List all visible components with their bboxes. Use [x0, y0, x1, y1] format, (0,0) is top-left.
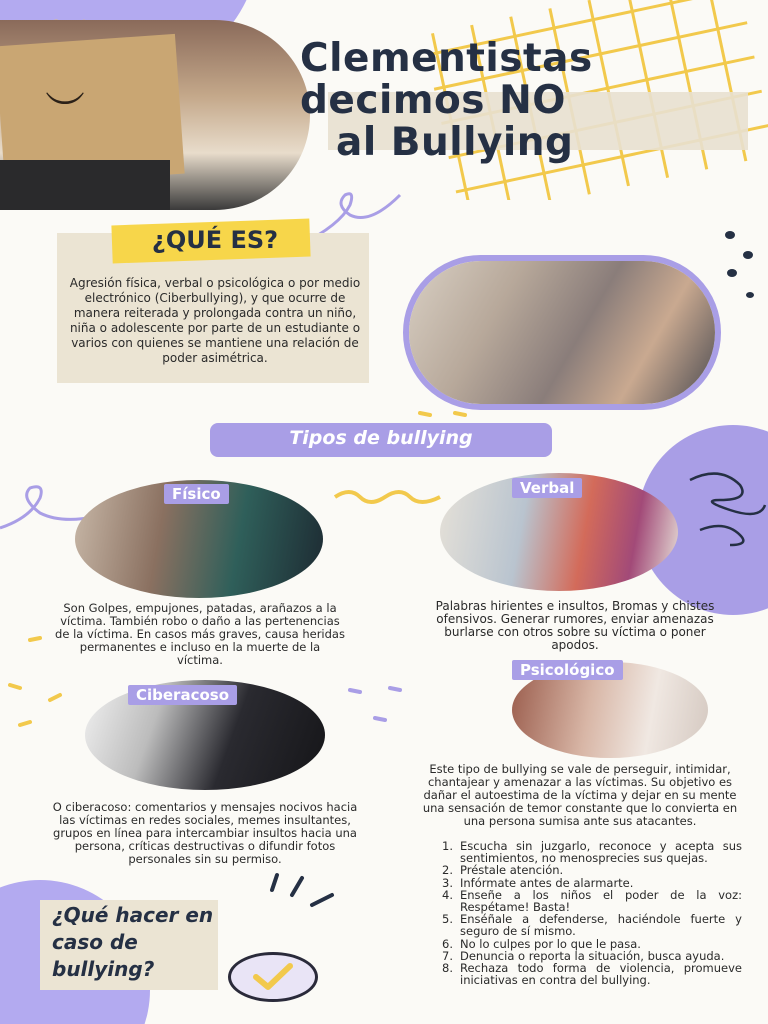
que-es-definition: Agresión física, verbal o psicológica o por medio electrónico (Ciberbullying), y que ocurre de manera reiterada y prolongada contra un niño, niña o adolescente por parte de un estudiante o varios con quienes se mantiene una relación de poder asimétrica.: [69, 276, 361, 365]
purple-dashes-decoration: [340, 680, 420, 730]
ciberacoso-description: O ciberacoso: comentarios y mensajes nocivos hacia las víctimas en redes sociales, memes insultantes, grupos en línea para intercambiar insultos hacia una persona, críticas destructivas o difundir fotos personales sin su permiso.: [52, 800, 358, 866]
navy-dots-decoration: [720, 225, 760, 305]
title-line-3: al Bullying: [336, 120, 574, 165]
title-line-2: decimos NO: [300, 78, 566, 123]
list-item: 1. Escucha sin juzgarlo, reconoce y acepta sus sentimientos, no menosprecies sus quejas.: [442, 839, 742, 866]
tipos-heading: Tipos de bullying: [289, 427, 473, 449]
que-hacer-heading-line-3: bullying?: [52, 957, 155, 981]
fisico-label: Físico: [164, 484, 229, 504]
list-item: 3. Infórmate antes de alarmarte.: [442, 875, 634, 890]
list-item: 2. Préstale atención.: [442, 863, 564, 878]
list-item: 5. Enséñale a defenderse, haciéndole fuerte y seguro de sí mismo.: [442, 912, 742, 939]
yellow-wave-decoration: [330, 482, 450, 512]
students-group-photo: [403, 255, 721, 410]
psicologico-description: Este tipo de bullying se vale de perseguir, intimidar, chantajear y amenazar a las víctimas. Su objetivo es dañar el autoestima de la víctima y dejar en su mente una sensación de temor constante que lo convierta en una persona sumisa ante sus atacantes.: [422, 762, 738, 828]
fisico-description: Son Golpes, empujones, patadas, arañazos a la víctima. También robo o daño a las pertenencias de la víctima. En casos más graves, causa heridas permanentes e incluso en la muerte de la víctima.: [55, 601, 345, 667]
list-item: 8. Rechaza todo forma de violencia, promueve iniciativas en contra del bullying.: [442, 961, 742, 988]
ciberacoso-label: Ciberacoso: [128, 685, 237, 705]
page-title: [300, 38, 760, 164]
navy-scribble-decoration: [680, 460, 768, 570]
check-badge-icon: [228, 952, 318, 1002]
verbal-label: Verbal: [512, 478, 582, 498]
list-item: 4. Enseñe a los niños el poder de la voz: Respétame! Basta!: [442, 887, 742, 915]
que-hacer-heading-line-1: ¿Qué hacer en: [52, 903, 214, 927]
header-photo-box-head-person: [0, 20, 310, 210]
que-es-heading: ¿QUÉ ES?: [151, 226, 279, 254]
psicologico-label: Psicológico: [512, 660, 623, 680]
box-sad-face-icon: ︶: [45, 89, 85, 135]
check-mark-icon: [250, 962, 296, 992]
list-item: 7. Denuncia o reporta la situación, busca ayuda.: [442, 948, 725, 963]
list-item: 6. No lo culpes por lo que le pasa.: [442, 936, 641, 951]
title-line-1: Clementistas: [300, 36, 593, 81]
que-hacer-steps-list: [442, 840, 742, 986]
verbal-description: Palabras hirientes e insultos, Bromas y chistes ofensivos. Generar rumores, enviar amenazas burlarse con otros sobre su víctima o poner apodos.: [435, 599, 715, 652]
que-hacer-heading-line-2: caso de: [52, 930, 138, 954]
